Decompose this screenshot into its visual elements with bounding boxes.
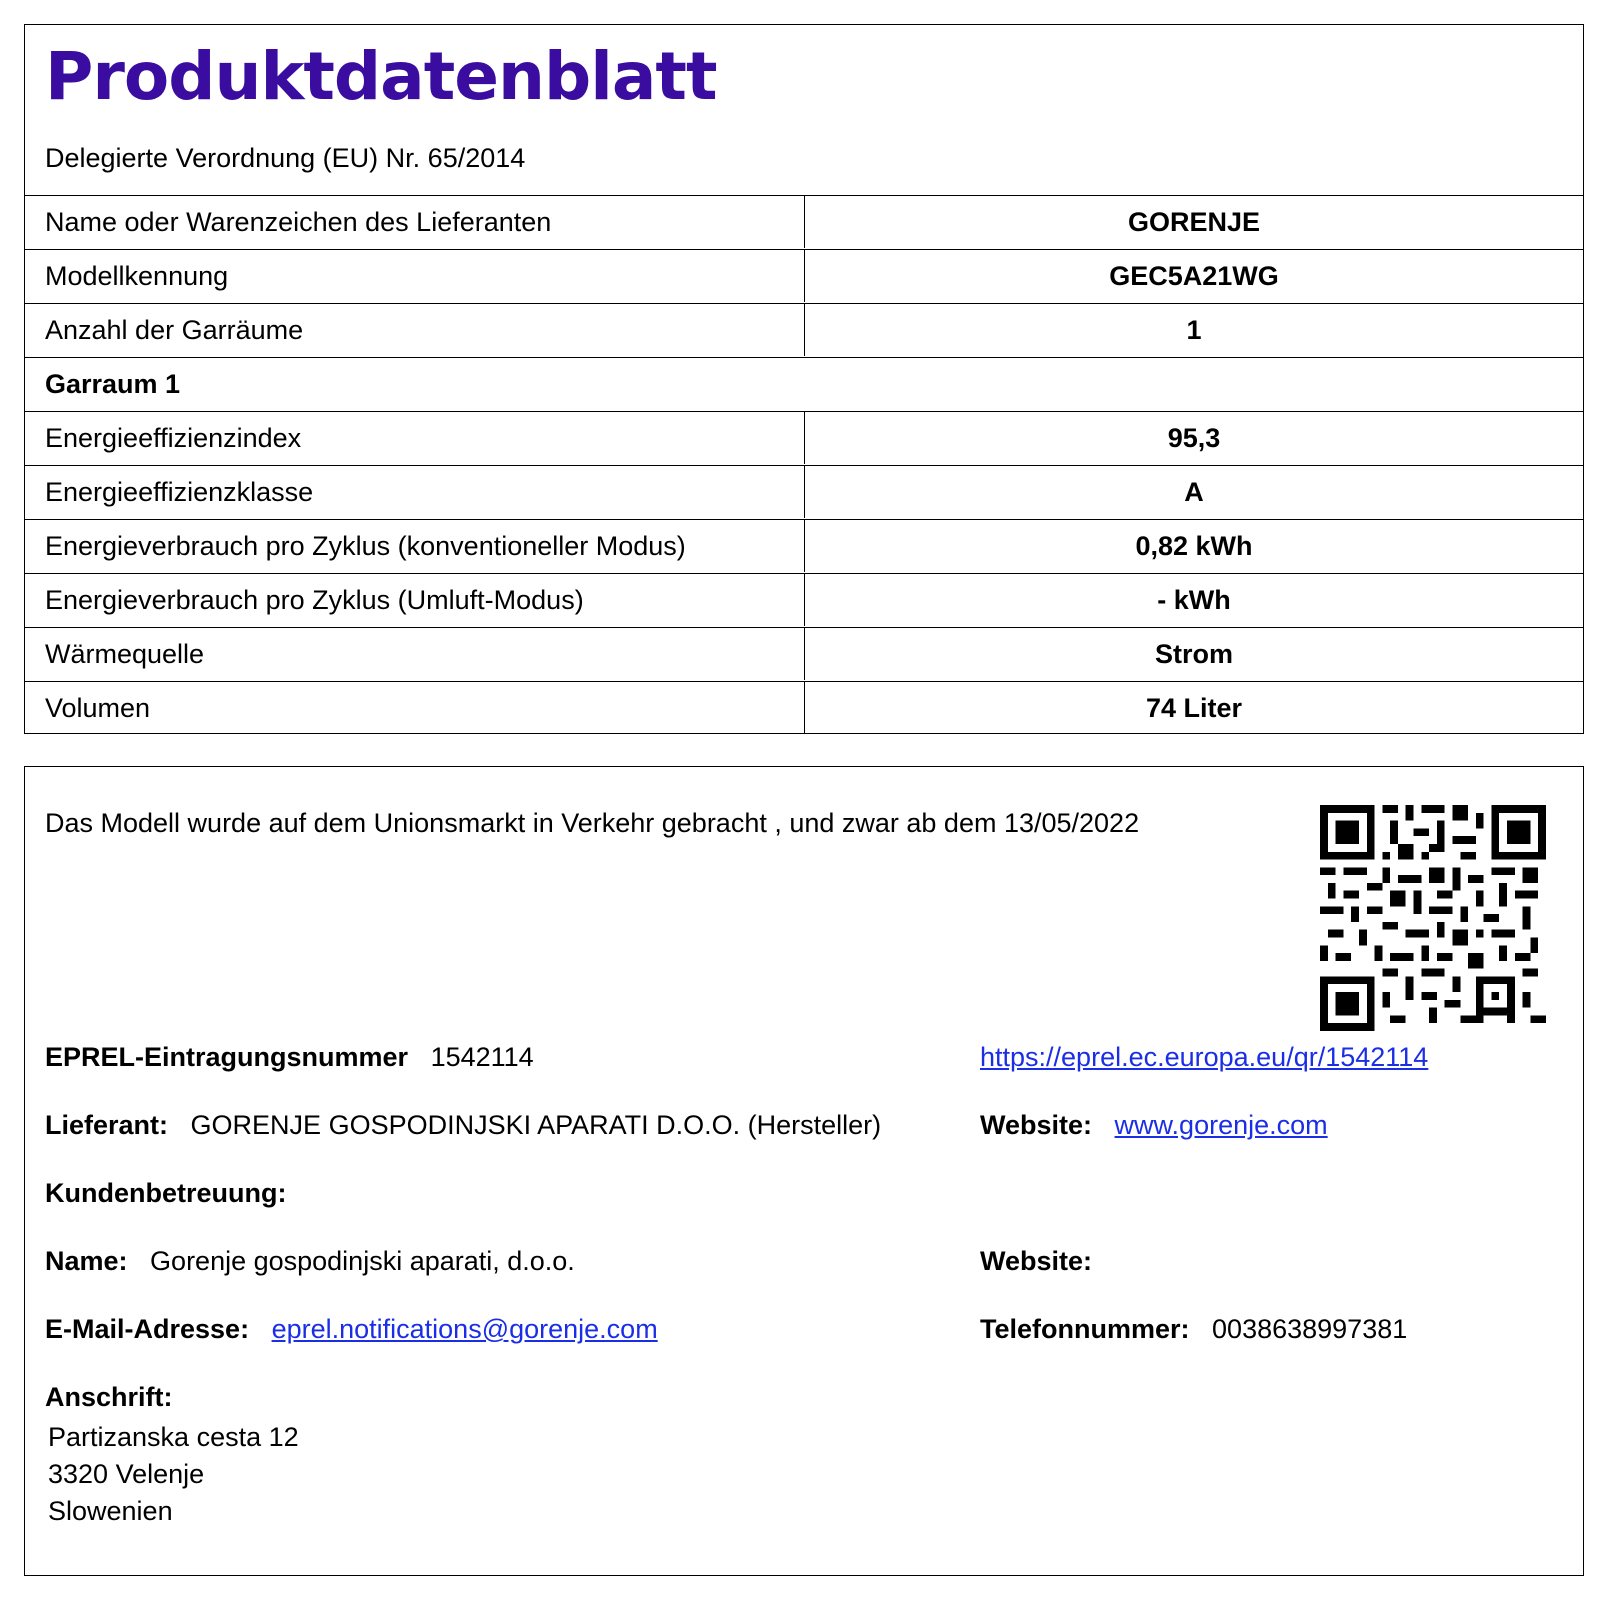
eprel-row <box>45 1041 534 1073</box>
regulation-subtitle: Delegierte Verordnung (EU) Nr. 65/2014 <box>45 143 526 173</box>
phone-label: Telefonnummer: <box>980 1314 1190 1344</box>
website-label: Website: <box>980 1110 1093 1140</box>
row-value: Strom <box>804 628 1583 680</box>
qr-code-icon <box>1320 805 1546 1031</box>
row-label: Volumen <box>45 693 151 723</box>
eprel-number: 1542114 <box>430 1042 534 1072</box>
row-value: 0,82 kWh <box>804 520 1583 572</box>
table-row <box>25 249 1583 303</box>
customer-service-heading: Kundenbetreuung: <box>45 1178 287 1208</box>
page-title: Produktdatenblatt <box>45 38 717 115</box>
table-row <box>25 627 1583 681</box>
table-row <box>25 195 1583 249</box>
row-label: Energieeffizienzklasse <box>45 477 314 507</box>
row-label: Energieverbrauch pro Zyklus (Umluft-Modus) <box>45 585 584 615</box>
row-label: Name oder Warenzeichen des Lieferanten <box>45 207 552 237</box>
table-row <box>25 519 1583 573</box>
email-link[interactable]: eprel.notifications@gorenje.com <box>271 1314 658 1344</box>
row-label: Energieeffizienzindex <box>45 423 302 453</box>
row-value: - kWh <box>804 574 1583 626</box>
section-label: Garraum 1 <box>45 369 181 399</box>
table-row <box>25 465 1583 519</box>
phone-value: 0038638997381 <box>1212 1314 1408 1344</box>
email-row <box>45 1313 658 1345</box>
row-value: 74 Liter <box>804 682 1583 734</box>
table-row <box>25 573 1583 627</box>
supplier-label: Lieferant: <box>45 1110 169 1140</box>
eprel-link[interactable]: https://eprel.ec.europa.eu/qr/1542114 <box>980 1042 1429 1072</box>
market-date-text: Das Modell wurde auf dem Unionsmarkt in Verkehr gebracht , und zwar ab dem 13/05/2022 <box>45 808 1140 838</box>
row-label: Modellkennung <box>45 261 229 291</box>
name-label: Name: <box>45 1246 128 1276</box>
eprel-label: EPREL-Eintragungsnummer <box>45 1042 409 1072</box>
supplier-row <box>45 1109 881 1141</box>
email-label: E-Mail-Adresse: <box>45 1314 250 1344</box>
table-section-row <box>25 357 1583 411</box>
table-row <box>25 303 1583 357</box>
row-value: A <box>804 466 1583 518</box>
row-value: 1 <box>804 304 1583 356</box>
supplier-value: GORENJE GOSPODINJSKI APARATI D.O.O. (Hersteller) <box>190 1110 882 1140</box>
row-value: GORENJE <box>804 196 1583 248</box>
row-value: 95,3 <box>804 412 1583 464</box>
table-row <box>25 411 1583 465</box>
address-line: 3320 Velenje <box>48 1459 205 1489</box>
address-line: Partizanska cesta 12 <box>48 1422 299 1452</box>
row-label: Energieverbrauch pro Zyklus (konventioneller Modus) <box>45 531 686 561</box>
eprel-link-wrap <box>980 1041 1428 1073</box>
name-row <box>45 1245 575 1277</box>
address-line: Slowenien <box>48 1496 173 1526</box>
name-value: Gorenje gospodinjski aparati, d.o.o. <box>150 1246 575 1276</box>
address-heading: Anschrift: <box>45 1382 173 1412</box>
table-row <box>25 681 1583 735</box>
product-datasheet-table-box <box>24 24 1584 734</box>
website2-label: Website: <box>980 1246 1093 1276</box>
website-link[interactable]: www.gorenje.com <box>1114 1110 1328 1140</box>
website-row <box>980 1109 1328 1141</box>
row-value: GEC5A21WG <box>804 250 1583 302</box>
row-label: Wärmequelle <box>45 639 205 669</box>
supplier-info-box <box>24 766 1584 1576</box>
phone-row <box>980 1313 1407 1345</box>
row-label: Anzahl der Garräume <box>45 315 304 345</box>
